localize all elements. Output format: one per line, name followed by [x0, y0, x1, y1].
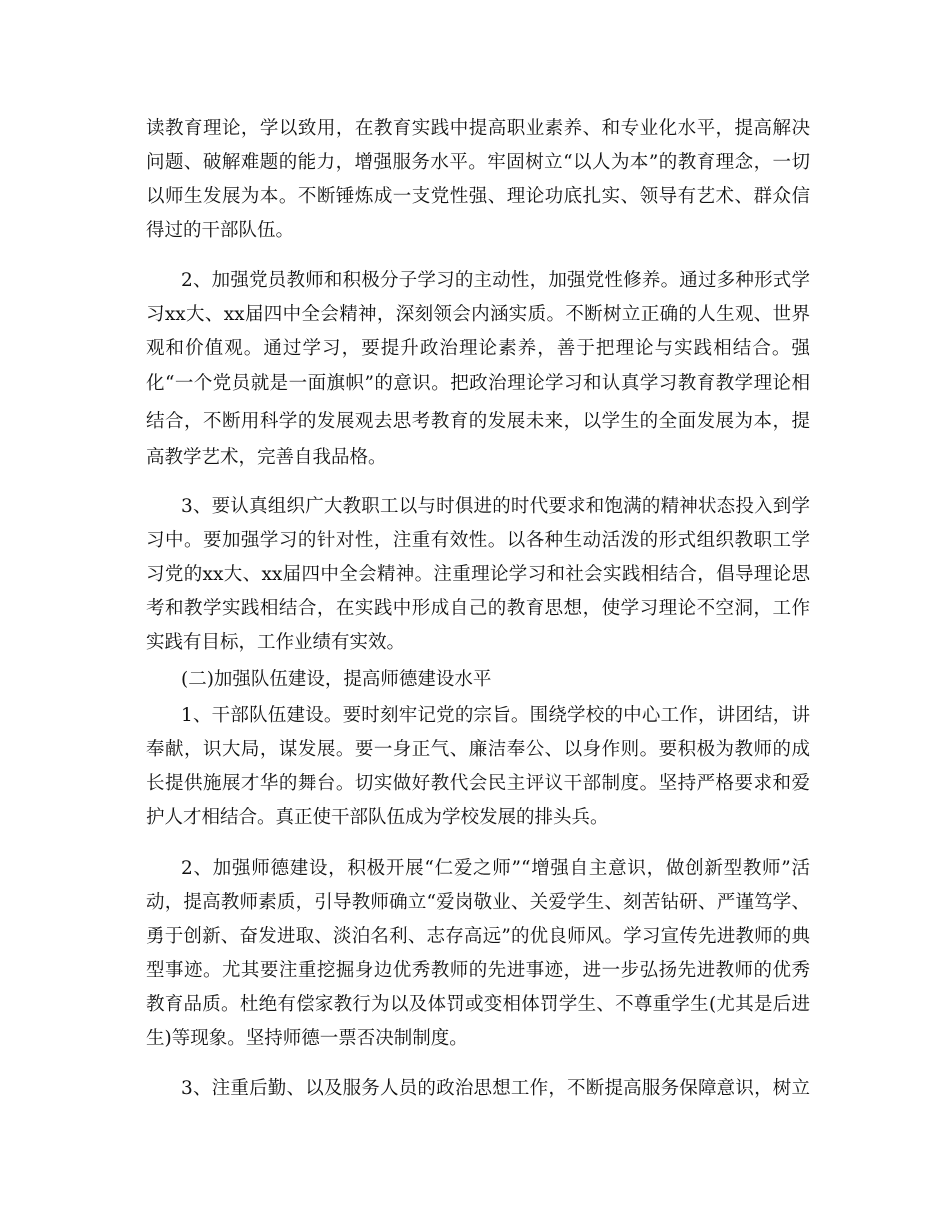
text-line: 实践有目标，工作业绩有实效。	[146, 632, 406, 653]
text-line: 型事迹。尤其要注重挖掘身边优秀教师的先进事迹，进一步弘扬先进教师的优秀	[146, 960, 810, 981]
text-line: 习中。要加强学习的针对性，注重有效性。以各种生动活泼的形式组织教职工学	[146, 530, 810, 551]
text-line: 高教学艺术，完善自我品格。	[146, 447, 387, 468]
text-line: 教育品质。杜绝有偿家教行为以及体罚或变相体罚学生、不尊重学生(尤其是后进	[146, 994, 810, 1015]
text-line: 3、要认真组织广大教职工以与时俱进的时代要求和饱满的精神状态投入到学	[181, 496, 810, 517]
text-line: 奉献，识大局，谋发展。要一身正气、廉洁奉公、以身作则。要积极为教师的成	[146, 739, 810, 760]
text-line: 动，提高教师素质，引导教师确立“爱岗敬业、关爱学生、刻苦钻研、严谨笃学、	[146, 892, 810, 913]
text-line: 问题、破解难题的能力，增强服务水平。牢固树立“以人为本”的教育理念，一切	[146, 152, 810, 173]
text-line: 2、加强师德建设，积极开展“仁爱之师”“增强自主意识，做创新型教师”活	[181, 858, 810, 879]
text-line: 考和教学实践相结合，在实践中形成自己的教育思想，使学习理论不空洞，工作	[146, 598, 810, 619]
text-line: 生)等现象。坚持师德一票否决制制度。	[146, 1028, 468, 1049]
text-line: 习xx大、xx届四中全会精神，深刻领会内涵实质。不断树立正确的人生观、世界	[146, 304, 810, 325]
text-line: 勇于创新、奋发进取、淡泊名利、志存高远”的优良师风。学习宣传先进教师的典	[146, 926, 810, 947]
text-line: 化“一个党员就是一面旗帜”的意识。把政治理论学习和认真学习教育教学理论相	[146, 373, 810, 394]
text-line: 结合，不断用科学的发展观去思考教育的发展未来，以学生的全面发展为本，提	[146, 411, 810, 432]
text-line: 2、加强党员教师和积极分子学习的主动性，加强党性修养。通过多种形式学	[181, 270, 810, 291]
text-line: 得过的干部队伍。	[146, 220, 295, 241]
text-line: 长提供施展才华的舞台。切实做好教代会民主评议干部制度。坚持严格要求和爱	[146, 773, 810, 794]
text-line: 护人才相结合。真正使干部队伍成为学校发展的排头兵。	[146, 807, 609, 828]
section-heading: (二)加强队伍建设，提高师德建设水平	[181, 669, 492, 690]
text-line: 3、注重后勤、以及服务人员的政治思想工作，不断提高服务保障意识，树立	[181, 1078, 810, 1099]
text-line: 习党的xx大、xx届四中全会精神。注重理论学习和社会实践相结合，倡导理论思	[146, 564, 810, 585]
text-line: 观和价值观。通过学习，要提升政治理论素养，善于把理论与实践相结合。强	[146, 338, 810, 359]
text-line: 以师生发展为本。不断锤炼成一支党性强、理论功底扎实、领导有艺术、群众信	[146, 186, 810, 207]
text-line: 1、干部队伍建设。要时刻牢记党的宗旨。围绕学校的中心工作，讲团结，讲	[181, 705, 810, 726]
text-line: 读教育理论，学以致用，在教育实践中提高职业素养、和专业化水平，提高解决	[146, 118, 810, 139]
